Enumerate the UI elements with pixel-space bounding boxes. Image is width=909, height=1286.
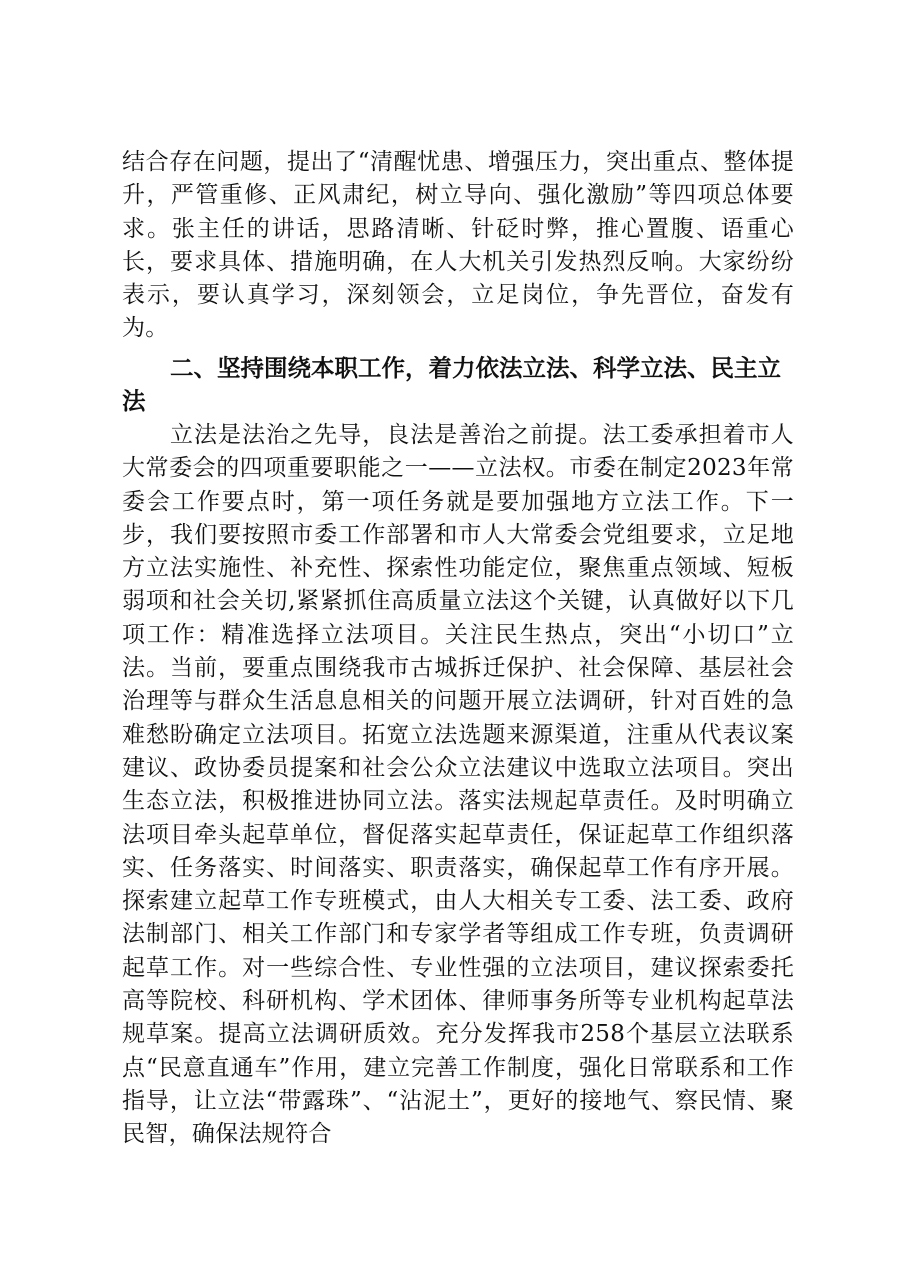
section-heading: 二、坚持围绕本职工作，着力依法立法、科学立法、民主立法 — [122, 354, 781, 415]
continuation-paragraph: 结合存在问题，提出了“清醒忧患、增强压力，突出重点、整体提升，严管重修、正风肃纪，树立导向、强化激励”等四项总体要求。张主任的讲话，思路清晰、针砭时弊，推心置腹、语重心长，要求具体、措施明确，在人大机关引发热烈反响。大家纷纷表示，要认真学习，深刻领会，立足岗位，争先晋位，奋发有为。 — [122, 149, 794, 342]
section-paragraph: 立法是法治之先导，良法是善治之前提。法工委承担着市人大常委会的四项重要职能之一——立法权。市委在制定2023年常委会工作要点时，第一项任务就是要加强地方立法工作。下一步，我们要按照市委工作部署和市人大常委会党组要求，立足地方立法实施性、补充性、探索性功能定位，聚焦重点领域、短板弱项和社会关切,紧紧抓住高质量立法这个关键，认真做好以下几项工作：精准选择立法项目。关注民生热点，突出“小切口”立法。当前，要重点围绕我市古城拆迁保护、社会保障、基层社会治理等与群众生活息息相关的问题开展立法调研，针对百姓的急难愁盼确定立法项目。拓宽立法选题来源渠道，注重从代表议案建议、政协委员提案和社会公众立法建议中选取立法项目。突出生态立法，积极推进协同立法。落实法规起草责任。及时明确立法项目牵头起草单位，督促落实起草责任，保证起草工作组织落实、任务落实、时间落实、职责落实，确保起草工作有序开展。探索建立起草工作专班模式，由人大相关专工委、法工委、政府法制部门、相关工作部门和专家学者等组成工作专班，负责调研起草工作。对一些综合性、专业性强的立法项目，建议探索委托高等院校、科研机构、学术团体、律师事务所等专业机构起草法规草案。提高立法调研质效。充分发挥我市258个基层立法联系点“民意直通车”作用，建立完善工作制度，强化日常联系和工作指导，让立法“带露珠”、“沾泥土”，更好的接地气、察民情、聚民智，确保法规符合 — [122, 422, 794, 1148]
